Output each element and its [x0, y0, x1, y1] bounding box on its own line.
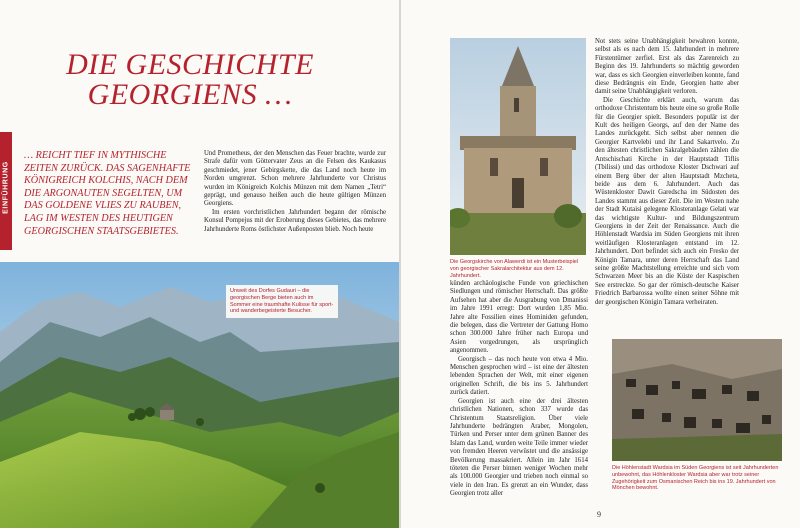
body-paragraph: Im ersten vorchristlichen Jahrhundert begann der römische Konsul Pompejus mit der Eroberung dieses Gebietes, das mehrere Jahrhunderte Roms östlichster Außenposten blieb. Noch heute	[204, 208, 386, 233]
body-paragraph: Und Prometheus, der den Menschen das Feuer brachte, wurde zur Strafe dafür vom Göttervater Zeus an die Felsen des Kaukasus geschmiedet, jener Gebirgskette, die das Land noch heute im Norden umgrenzt. Schon mehrere Jahrhunderte vor Christus wurden im Königreich Kolchis Münzen mit dem Namen „Tetri“ geprägt, und genauso heißen auch die heute gültigen Münzen Georgiens.	[204, 150, 386, 208]
mountain-landscape-photo	[0, 262, 399, 528]
section-tab	[0, 132, 12, 250]
body-paragraph: Georgien ist auch eine der drei ältesten christlichen Nationen, schon 337 wurde das Christentum Staatsreligion. Über viele Jahrhunderte bedrängten Araber, Mongolen, Türken und Perser unter dem grünen Banner des Islam das Land, wurden weite Teile immer wieder von fremden Heeren verwüstet und die ansässige Bevölkerung massakriert. Allein im Jahr 1614 töteten die Perser binnen weniger Wochen mehr als 100.000 Georgier und trieben noch einmal so viele in den Iran. Es grenzt an ein Wunder, dass Georgien trotz aller	[450, 397, 588, 498]
body-paragraph: Die Geschichte erklärt auch, warum das orthodoxe Christentum bis heute eine so große Rolle für die Georgier spielt. Besonders populär ist der Kult des heiligen Georgs, auf den der Name des Landes zurückgeht. Sich selbst aber nennen die Georgier Kartvelebi und ihr Land Sakartvelo. Zu den ältesten christlichen Sakralgebäuden zählen die Antschischati Kirche in der Hauptstadt Tiflis (Tbilissi) und das orthodoxe Kloster Dschwari auf einem Berg über der alten Hauptstadt Mzcheta, beide aus dem 6. Jahrhundert. Auch das Wüstenkloster Dawit Garedscha im Südosten des Landes stammt aus dieser Zeit. Die im Westen nahe der Stadt Kutaisi gelegene Klosteranlage Gelati war das wichtigste Kultur- und Bildungszentrum Georgiens in der Zeit der Renaissance. Auch die Höhlenstadt Wardsia im Süden Georgiens mit ihren weitläufigen Klosteranlagen entstand im 12. Jahrhundert. Dort befindet sich auch ein Fresko der Königin Tamara, unter deren Herrschaft das Land seine größte Machtstellung erreichte und sich vom Schwarzen Meer bis an die Küste der Kaspischen See erstreckte. So gar der römisch-deutsche Kaiser Friedrich Barbarossa wollte einen seiner Söhne mit der georgischen Königin Tamara verheiraten.	[595, 96, 739, 306]
church-photo	[450, 38, 586, 255]
left-page	[0, 0, 399, 528]
church-photo-caption: Die Georgskirche von Alawerdi ist ein Musterbeispiel von georgischer Sakralarchitektur aus dem 12. Jahrhundert.	[450, 259, 579, 279]
lead-paragraph: … REICHT TIEF IN MYTHISCHE ZEITEN ZURÜCK. DAS SAGENHAFTE KÖNIGREICH KOLCHIS, NACH DEM DIE ARGONAUTEN SEGELTEN, UM DAS GOLDENE VLIES ZU RAUBEN, LAG IM WESTEN DES HEUTIGEN GEORGISCHEN STAATSGEBIETES.	[24, 150, 191, 237]
body-column-left	[204, 150, 386, 234]
chapter-title-line1: DIE GESCHICHTE	[66, 48, 314, 81]
body-paragraph: Georgisch – das noch heute von etwa 4 Mio. Menschen gesprochen wird – ist eine der ältesten lebenden Sprachen der Welt, mit einer eigenen originellen Schrift, die bis ins 5. Jahrhundert zurück datiert.	[450, 355, 588, 397]
cave-city-photo	[612, 339, 782, 461]
page-number: 9	[597, 510, 601, 519]
right-page	[401, 0, 800, 528]
chapter-title	[60, 50, 320, 110]
landscape-photo-caption: Unweit des Dorfes Gudauri – die georgischen Berge bieten auch im Sommer eine traumhafte Kulisse für sport- und wanderbegeisterte Besucher.	[226, 285, 338, 318]
body-column-right-top	[595, 38, 739, 307]
section-tab-label: EINFÜHRUNG	[2, 161, 10, 214]
chapter-title-line2: GEORGIENS …	[87, 78, 293, 111]
body-column-right-bottom	[450, 280, 588, 499]
body-paragraph: künden archäologische Funde von griechischen Siedlungen und römischer Herrschaft. Das größte Aufsehen hat aber die Ausgrabung von Dmanissi im Jahre 1991 erregt: Dort wurden 1,85 Mio. Jahre alte Fossilien eines Hominiden gefunden, die belegen, dass die Vertreter der Gattung Homo schon 300.000 Jahre früher nach Europa und Asien vorgedrungen, als ursprünglich angenommen.	[450, 280, 588, 355]
body-paragraph: Not stets seine Unabhängigkeit bewahren konnte, selbst als es nach dem 15. Jahrhundert in mehrere Fürstentümer zerfiel. Erst als das Zarenreich zu Beginn des 19. Jahrhunderts so mächtig geworden war, dass es sich Georgien einverleiben konnte, fand diese Bedrängnis ein Ende, Georgien hatte aber damit seine Unabhängigkeit verloren.	[595, 38, 739, 96]
cave-photo-caption: Die Höhlenstadt Wardsia im Süden Georgiens ist seit Jahrhunderten unbewohnt, das Höhlenkloster Wardsia aber war trotz seiner Zugehörigkeit zum Osmanischen Reich bis ins 19. Jahrhundert von Mönchen bewohnt.	[612, 465, 779, 492]
